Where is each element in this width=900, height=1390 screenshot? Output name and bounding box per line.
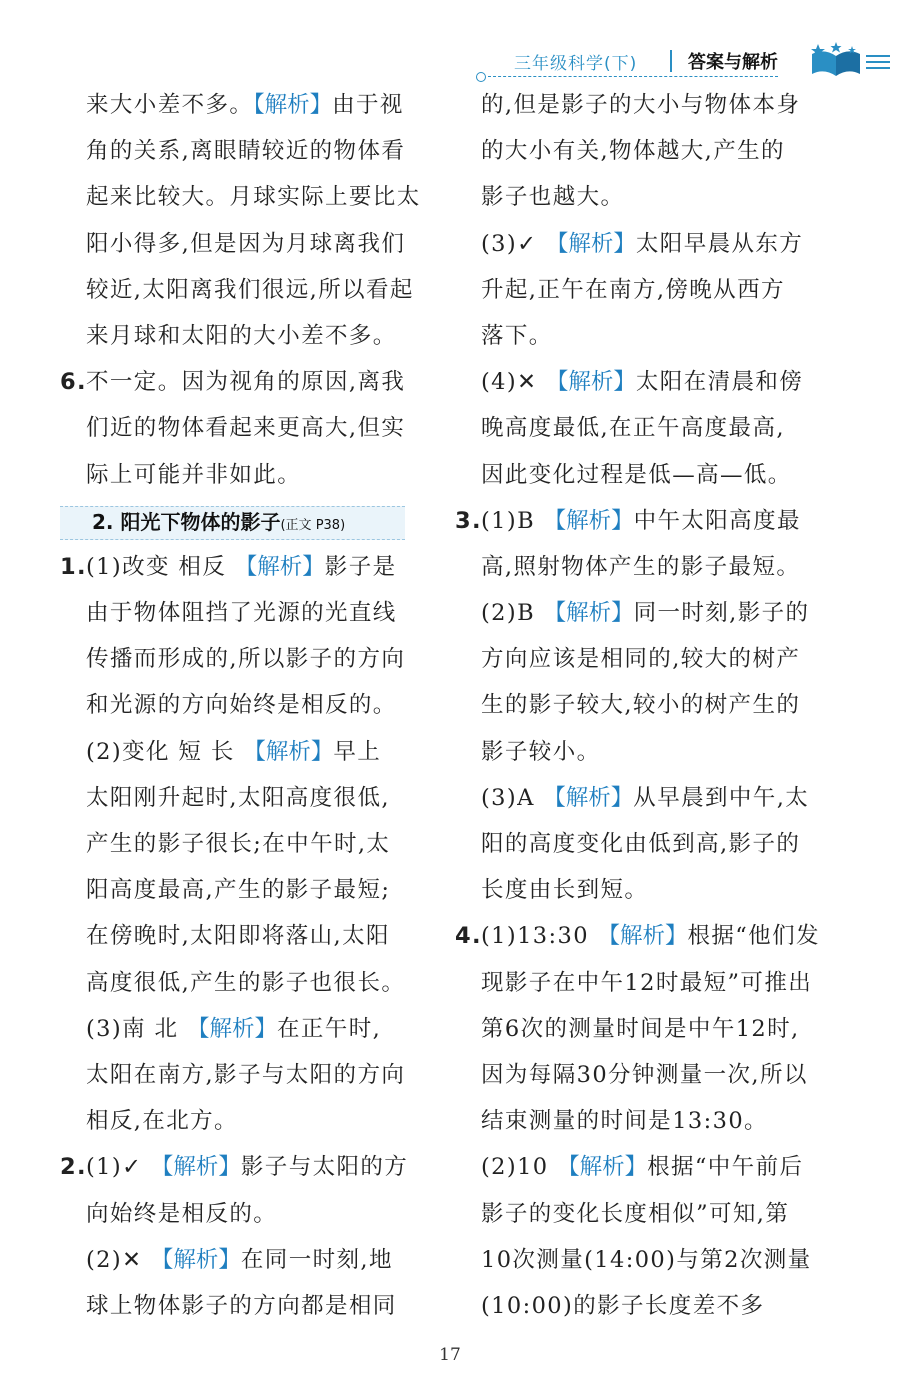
page-number: 17	[439, 1345, 461, 1365]
header-book-title: 三年级科学(下)	[514, 54, 638, 74]
answer-line: 际上可能并非如此。	[86, 461, 302, 488]
answer-line: 相反,在北方。	[86, 1108, 238, 1135]
question-number: 1.	[60, 553, 88, 580]
answer-line: 影子也越大。	[481, 184, 625, 211]
answer-line: 影子较小。	[481, 738, 601, 765]
analysis-tag: 【解析】	[543, 507, 634, 534]
answer-line: 来大小差不多。【解析】由于视	[86, 92, 404, 118]
answer-line: 阳高度最高,产生的影子最短;	[86, 877, 391, 904]
header-dashed-line	[488, 76, 778, 77]
analysis-tag: 【解析】	[545, 369, 636, 396]
answer-line: 产生的影子很长;在中午时,太	[86, 831, 391, 857]
analysis-tag: 【解析】	[234, 553, 325, 580]
section-page-ref: (正文 P38)	[280, 517, 346, 533]
question-number: 6.	[60, 369, 88, 396]
answer-line: (2)✕ 【解析】在同一时刻,地	[86, 1246, 393, 1273]
analysis-tag: 【解析】	[253, 92, 333, 118]
answer-line: 太阳刚升起时,太阳高度很低,	[86, 784, 390, 811]
answer-line: 阳小得多,但是因为月球离我们	[86, 230, 406, 257]
answer-line: 4.(1)13:30 【解析】根据“他们发	[455, 913, 830, 959]
analysis-tag: 【解析】	[545, 230, 636, 257]
answer-line: 来月球和太阳的大小差不多。	[86, 322, 397, 349]
answer-line: 阳的高度变化由低到高,影子的	[481, 831, 801, 857]
answer-line: 晚高度最低,在正午高度最高,	[481, 415, 785, 442]
answer-line: (3)A 【解析】从早晨到中午,太	[481, 784, 810, 811]
answer-line: (3)✓ 【解析】太阳早晨从东方	[481, 230, 804, 257]
answer-line: 2.(1)✓ 【解析】影子与太阳的方	[60, 1144, 430, 1190]
section-heading	[60, 498, 430, 544]
answer-line: 结束测量的时间是13:30。	[481, 1108, 768, 1135]
answer-line: 们近的物体看起来更高大,但实	[86, 415, 406, 442]
answer-line: 现影子在中午12时最短”可推出	[481, 969, 813, 996]
analysis-tag: 【解析】	[557, 1154, 648, 1181]
page-header	[470, 46, 890, 82]
analysis-tag: 【解析】	[243, 738, 334, 765]
answer-line: 生的影子较大,较小的树产生的	[481, 692, 801, 719]
answer-line: 在傍晚时,太阳即将落山,太阳	[86, 923, 390, 950]
header-ornament-dot	[476, 72, 486, 82]
answer-line: 1.(1)改变 相反 【解析】影子是	[60, 544, 430, 590]
answer-line: 较近,太阳离我们很远,所以看起	[86, 276, 414, 303]
answer-line: 10次测量(14:00)与第2次测量	[481, 1246, 812, 1273]
answer-line: (4)✕ 【解析】太阳在清晨和傍	[481, 369, 804, 396]
answer-line: 3.(1)B 【解析】中午太阳高度最	[455, 498, 830, 544]
answer-line: 角的关系,离眼睛较近的物体看	[86, 138, 406, 165]
answer-line: 由于物体阻挡了光源的光直线	[86, 600, 397, 627]
answer-line: 高度很低,产生的影子也很长。	[86, 969, 406, 996]
header-divider	[670, 50, 672, 72]
analysis-tag: 【解析】	[543, 784, 634, 811]
answer-line: 的大小有关,物体越大,产生的	[481, 138, 785, 165]
answer-line: (2)变化 短 长 【解析】早上	[86, 738, 382, 765]
open-book-icon	[806, 40, 890, 80]
answer-line: 起来比较大。月球实际上要比太	[86, 184, 421, 211]
section-title: 2. 阳光下物体的影子	[92, 509, 281, 534]
question-number: 2.	[60, 1154, 88, 1181]
answer-line: 落下。	[481, 322, 553, 349]
analysis-tag: 【解析】	[597, 923, 688, 950]
answer-line: 影子的变化长度相似”可知,第	[481, 1200, 790, 1227]
answer-line: 升起,正午在南方,傍晚从西方	[481, 276, 785, 303]
analysis-tag: 【解析】	[150, 1154, 241, 1181]
right-column	[455, 82, 830, 1329]
answer-line: 长度由长到短。	[481, 877, 649, 904]
answer-line: 的,但是影子的大小与物体本身	[481, 92, 801, 118]
answer-line: 因为每隔30分钟测量一次,所以	[481, 1061, 808, 1088]
answer-line: (10:00)的影子长度差不多	[481, 1292, 765, 1319]
answer-line: 向始终是相反的。	[86, 1200, 278, 1227]
answer-line: (2)B 【解析】同一时刻,影子的	[481, 600, 810, 627]
answer-line: 方向应该是相同的,较大的树产	[481, 646, 801, 673]
answer-line: 和光源的方向始终是相反的。	[86, 692, 397, 719]
analysis-tag: 【解析】	[150, 1246, 241, 1273]
analysis-tag: 【解析】	[543, 600, 634, 627]
answer-line: 太阳在南方,影子与太阳的方向	[86, 1061, 406, 1088]
answer-line: 第6次的测量时间是中午12时,	[481, 1015, 800, 1042]
answer-line: 6.不一定。因为视角的原因,离我	[60, 359, 430, 405]
analysis-tag: 【解析】	[186, 1015, 277, 1042]
header-section-title: 答案与解析	[688, 52, 778, 73]
question-number: 3.	[455, 507, 483, 534]
answer-line: (3)南 北 【解析】在正午时,	[86, 1015, 382, 1042]
answer-line: 因此变化过程是低—高—低。	[481, 461, 792, 488]
answer-line: 高,照射物体产生的影子最短。	[481, 553, 801, 580]
left-column	[60, 82, 430, 1329]
answer-line: 球上物体影子的方向都是相同	[86, 1292, 397, 1319]
answer-line: 传播而形成的,所以影子的方向	[86, 646, 406, 673]
question-number: 4.	[455, 923, 483, 950]
answer-line: (2)10 【解析】根据“中午前后	[481, 1154, 804, 1181]
